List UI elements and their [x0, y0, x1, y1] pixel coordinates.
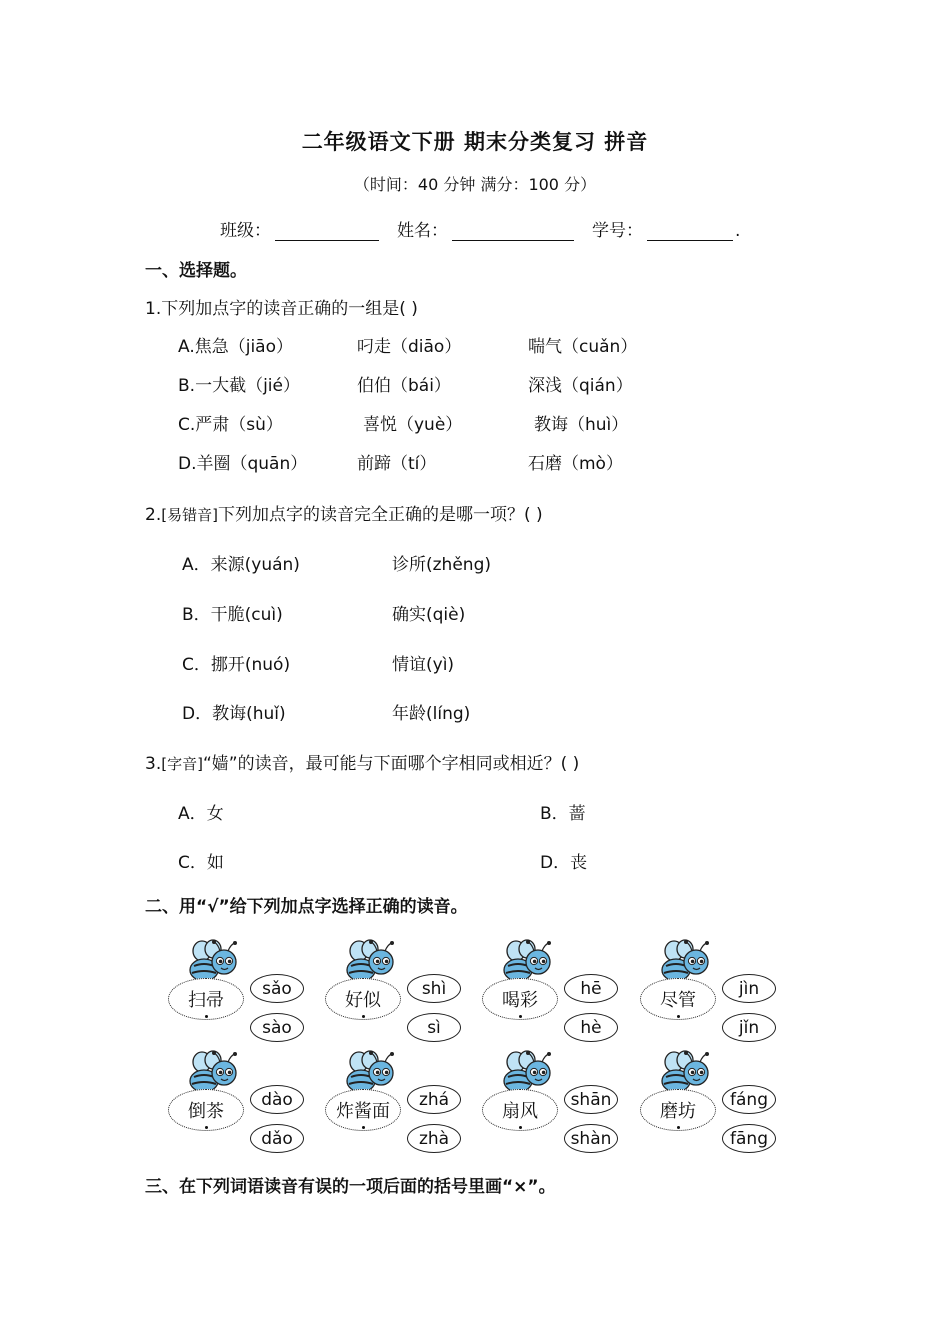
pinyin-option[interactable]: zhà [407, 1124, 461, 1153]
pinyin-option[interactable]: shān [564, 1085, 618, 1114]
name-label: 姓名： [397, 221, 448, 241]
bee-icon [652, 1049, 714, 1095]
class-blank[interactable] [275, 220, 379, 241]
pinyin-option[interactable]: hē [564, 974, 618, 1003]
bee-icon [180, 938, 242, 984]
bee-icon [494, 1049, 556, 1095]
word-text: 磨坊 [660, 1097, 696, 1123]
word-text: 扇风 [502, 1097, 538, 1123]
q1-option-0-2: 喘气（cuǎn） [528, 337, 638, 357]
pinyin-option[interactable]: sǎo [250, 974, 304, 1003]
q2-option-2-0[interactable]: C．挪开(nuó) [182, 655, 291, 675]
number-label: 学号： [592, 221, 643, 241]
word-text: 喝彩 [502, 986, 538, 1012]
pinyin-option[interactable]: jǐn [722, 1013, 776, 1042]
word-text: 好似 [345, 986, 381, 1012]
pinyin-option[interactable]: sì [407, 1013, 461, 1042]
pinyin-option[interactable]: shàn [564, 1124, 618, 1153]
q1-option-1-0[interactable]: B.一大截（jié） [178, 376, 300, 396]
q2-option-3-1: 年龄(líng) [392, 704, 471, 724]
q1-stem: 1.下列加点字的读音正确的一组是( ) [145, 299, 418, 319]
q1-option-1-2: 深浅（qián） [528, 376, 633, 396]
word-oval [168, 1089, 244, 1131]
word-text: 倒茶 [188, 1097, 224, 1123]
word-oval [482, 978, 558, 1020]
bee-icon [180, 1049, 242, 1095]
q3-stem: 3.[字音]“嫱”的读音，最可能与下面哪个字相同或相近？( ) [145, 754, 580, 774]
q2-option-2-1: 情谊(yì) [392, 655, 455, 675]
q1-option-3-2: 石磨（mò） [528, 454, 623, 474]
q2-option-0-1: 诊所(zhěng) [392, 555, 491, 575]
q1-option-1-1: 伯伯（bái） [357, 376, 451, 396]
q1-option-0-1: 叼走（diāo） [357, 337, 462, 357]
word-text: 扫帚 [188, 986, 224, 1012]
q1-option-0-0[interactable]: A.焦急（jiāo） [178, 337, 293, 357]
q3-option-a[interactable]: A．女 [178, 804, 224, 824]
pinyin-option[interactable]: zhá [407, 1085, 461, 1114]
word-oval [325, 978, 401, 1020]
word-text: 尽管 [660, 986, 696, 1012]
q3-option-d[interactable]: D．丧 [540, 853, 588, 873]
word-oval [640, 978, 716, 1020]
section3-heading: 三、在下列词语读音有误的一项后面的括号里画“×”。 [145, 1177, 556, 1197]
word-text: 炸酱面 [336, 1097, 390, 1123]
q1-option-3-0[interactable]: D.羊圈（quān） [178, 454, 308, 474]
bee-icon [337, 938, 399, 984]
class-label: 班级： [220, 221, 271, 241]
section2-heading: 二、用“√”给下列加点字选择正确的读音。 [145, 897, 468, 917]
bee-icon [494, 938, 556, 984]
bee-icon [652, 938, 714, 984]
number-blank[interactable] [647, 220, 733, 241]
pinyin-option[interactable]: fáng [722, 1085, 776, 1114]
q1-option-3-1: 前蹄（tí） [357, 454, 437, 474]
pinyin-option[interactable]: fāng [722, 1124, 776, 1153]
page-title: 二年级语文下册 期末分类复习 拼音 [301, 130, 649, 154]
pinyin-option[interactable]: jìn [722, 974, 776, 1003]
pinyin-option[interactable]: shì [407, 974, 461, 1003]
q2-option-1-0[interactable]: B．干脆(cuì) [182, 605, 283, 625]
q2-stem: 2.[易错音]下列加点字的读音完全正确的是哪一项？( ) [145, 505, 543, 525]
word-oval [168, 978, 244, 1020]
q3-option-c[interactable]: C．如 [178, 853, 224, 873]
pinyin-option[interactable]: sào [250, 1013, 304, 1042]
pinyin-option[interactable]: dào [250, 1085, 304, 1114]
q2-option-0-0[interactable]: A．来源(yuán) [182, 555, 300, 575]
section1-heading: 一、选择题。 [145, 261, 247, 281]
word-oval [482, 1089, 558, 1131]
word-oval [640, 1089, 716, 1131]
q2-option-1-1: 确实(qiè) [392, 605, 466, 625]
student-info-row [220, 216, 740, 241]
q2-option-3-0[interactable]: D．教诲(huǐ) [182, 704, 286, 724]
q1-option-2-1: 喜悦（yuè） [363, 415, 463, 435]
exam-info: （时间：40 分钟 满分：100 分） [353, 175, 597, 194]
end-mark: . [735, 221, 741, 241]
pinyin-option[interactable]: dǎo [250, 1124, 304, 1153]
q1-option-2-0[interactable]: C.严肃（sù） [178, 415, 283, 435]
q1-option-2-2: 教诲（huì） [534, 415, 629, 435]
word-oval [325, 1089, 401, 1131]
q3-option-b[interactable]: B．蔷 [540, 804, 586, 824]
pinyin-option[interactable]: hè [564, 1013, 618, 1042]
bee-icon [337, 1049, 399, 1095]
name-blank[interactable] [452, 220, 574, 241]
